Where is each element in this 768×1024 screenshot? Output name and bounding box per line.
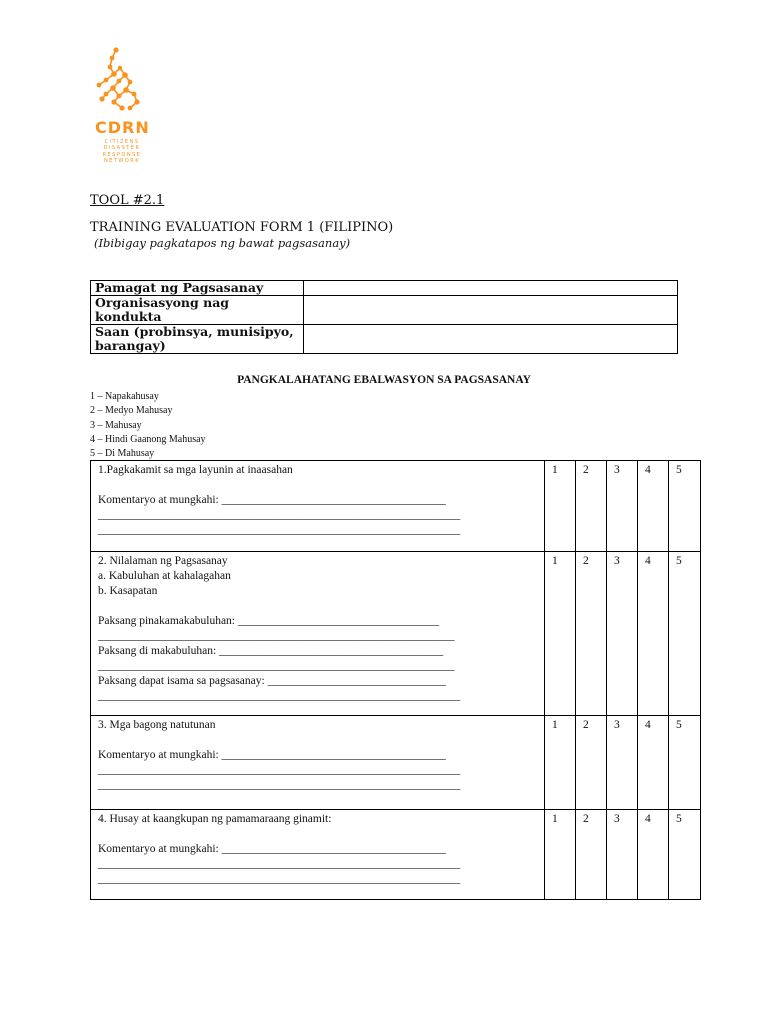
info-label: Organisasyong nag kondukta [91, 296, 304, 325]
rating-option-5[interactable]: 5 [669, 716, 701, 810]
irrelevant-topic-field[interactable]: Paksang di makabuluhan: _______________________________________ [98, 645, 444, 657]
legend-item: 3 – Mahusay [90, 419, 142, 431]
logo-brand: CDRN [95, 118, 150, 137]
legend-item: 2 – Medyo Mahusay [90, 405, 173, 417]
rating-option-4[interactable]: 4 [638, 552, 669, 716]
rating-option-2[interactable]: 2 [576, 716, 607, 810]
info-value-field[interactable] [304, 325, 678, 354]
section-title: PANGKALAHATANG EBALWASYON SA PAGSASANAY [237, 374, 531, 386]
rating-legend [90, 390, 206, 461]
criterion-sub-b: b. Kasapatan [98, 585, 158, 597]
comment-blank-line[interactable]: _______________________________________________________________ [98, 524, 461, 536]
info-row [91, 296, 678, 325]
rating-option-1[interactable]: 1 [545, 461, 576, 552]
rating-option-5[interactable]: 5 [669, 552, 701, 716]
comment-blank-line[interactable]: _______________________________________________________________ [98, 779, 461, 791]
blank-line[interactable]: _______________________________________________________________ [98, 690, 461, 702]
comment-blank-line[interactable]: _______________________________________________________________ [98, 873, 461, 885]
info-value-field[interactable] [304, 281, 678, 296]
comment-blank-line[interactable]: _______________________________________________________________ [98, 509, 461, 521]
tool-number: TOOL #2.1 [90, 193, 165, 208]
evaluation-row [91, 461, 701, 552]
network-molecule-icon [92, 44, 152, 120]
form-title: TRAINING EVALUATION FORM 1 (FILIPINO) [90, 220, 394, 235]
criterion-title: 1.Pagkakamit sa mga layunin at inaasahan [98, 464, 293, 476]
cdrn-logo [92, 44, 152, 166]
criterion-title: 3. Mga bagong natutunan [98, 719, 216, 731]
comment-blank-line[interactable]: _______________________________________________________________ [98, 764, 461, 776]
blank-line[interactable]: ______________________________________________________________ [98, 660, 455, 672]
rating-option-3[interactable]: 3 [607, 716, 638, 810]
evaluation-criterion [91, 552, 545, 716]
criterion-title: 2. Nilalaman ng Pagsasanay [98, 555, 228, 567]
info-label: Saan (probinsya, munisipyo, barangay) [91, 325, 304, 354]
rating-option-5[interactable]: 5 [669, 810, 701, 900]
legend-item: 4 – Hindi Gaanong Mahusay [90, 433, 206, 445]
evaluation-row [91, 552, 701, 716]
rating-option-1[interactable]: 1 [545, 716, 576, 810]
rating-option-2[interactable]: 2 [576, 552, 607, 716]
logo-tagline: CITIZENS DISASTER RESPONSE NETWORK [102, 139, 142, 164]
rating-option-4[interactable]: 4 [638, 716, 669, 810]
evaluation-criterion [91, 461, 545, 552]
info-value-field[interactable] [304, 296, 678, 325]
rating-option-4[interactable]: 4 [638, 461, 669, 552]
info-row [91, 325, 678, 354]
topic-to-include-field[interactable]: Paksang dapat isama sa pagsasanay: _______________________________ [98, 675, 446, 687]
rating-option-3[interactable]: 3 [607, 461, 638, 552]
rating-option-1[interactable]: 1 [545, 810, 576, 900]
form-subtitle: (Ibibigay pagkatapos ng bawat pagsasanay) [94, 236, 351, 250]
criterion-title: 4. Husay at kaangkupan ng pamamaraang ginamit: [98, 813, 332, 825]
comment-field[interactable]: Komentaryo at mungkahi: _______________________________________ [98, 494, 446, 506]
evaluation-row [91, 810, 701, 900]
legend-item: 1 – Napakahusay [90, 391, 159, 402]
training-info-table [90, 280, 678, 354]
comment-blank-line[interactable]: _______________________________________________________________ [98, 858, 461, 870]
comment-field[interactable]: Komentaryo at mungkahi: _______________________________________ [98, 749, 446, 761]
legend-item: 5 – Di Mahusay [90, 448, 155, 460]
criterion-sub-a: a. Kabuluhan at kahalagahan [98, 570, 231, 582]
most-relevant-topic-field[interactable]: Paksang pinakamakabuluhan: ___________________________________ [98, 615, 440, 627]
evaluation-criterion [91, 810, 545, 900]
rating-option-4[interactable]: 4 [638, 810, 669, 900]
blank-line[interactable]: ______________________________________________________________ [98, 630, 455, 642]
comment-field[interactable]: Komentaryo at mungkahi: _______________________________________ [98, 843, 446, 855]
rating-option-1[interactable]: 1 [545, 552, 576, 716]
evaluation-table [90, 460, 701, 900]
evaluation-criterion [91, 716, 545, 810]
rating-option-3[interactable]: 3 [607, 810, 638, 900]
evaluation-row [91, 716, 701, 810]
rating-option-5[interactable]: 5 [669, 461, 701, 552]
info-row [91, 281, 678, 296]
rating-option-3[interactable]: 3 [607, 552, 638, 716]
info-label: Pamagat ng Pagsasanay [91, 281, 304, 296]
rating-option-2[interactable]: 2 [576, 810, 607, 900]
rating-option-2[interactable]: 2 [576, 461, 607, 552]
